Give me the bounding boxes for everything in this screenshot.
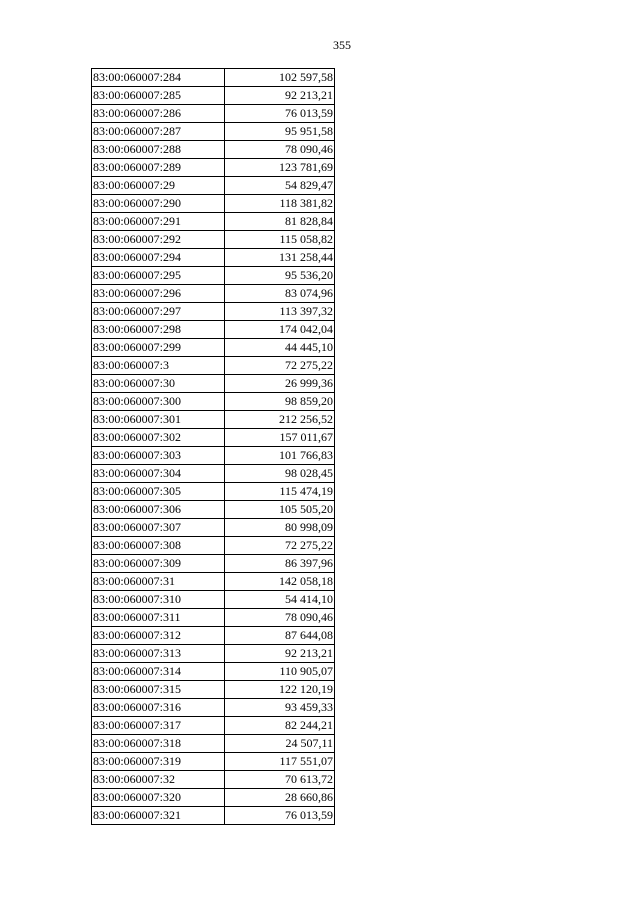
table-row <box>92 537 335 555</box>
value-cell: 78 090,46 <box>225 141 335 159</box>
table-row <box>92 627 335 645</box>
cadastral-number-cell: 83:00:060007:311 <box>92 609 225 627</box>
table-row <box>92 519 335 537</box>
cadastral-number-cell: 83:00:060007:287 <box>92 123 225 141</box>
table-row <box>92 573 335 591</box>
cadastral-table <box>91 68 335 825</box>
value-cell: 131 258,44 <box>225 249 335 267</box>
value-cell: 122 120,19 <box>225 681 335 699</box>
value-cell: 105 505,20 <box>225 501 335 519</box>
cadastral-number-cell: 83:00:060007:30 <box>92 375 225 393</box>
table-row <box>92 717 335 735</box>
value-cell: 82 244,21 <box>225 717 335 735</box>
value-cell: 115 058,82 <box>225 231 335 249</box>
cadastral-number-cell: 83:00:060007:295 <box>92 267 225 285</box>
cadastral-number-cell: 83:00:060007:307 <box>92 519 225 537</box>
cadastral-number-cell: 83:00:060007:294 <box>92 249 225 267</box>
cadastral-number-cell: 83:00:060007:301 <box>92 411 225 429</box>
table-row <box>92 609 335 627</box>
value-cell: 78 090,46 <box>225 609 335 627</box>
value-cell: 157 011,67 <box>225 429 335 447</box>
cadastral-number-cell: 83:00:060007:286 <box>92 105 225 123</box>
table-row <box>92 213 335 231</box>
table-row <box>92 87 335 105</box>
cadastral-number-cell: 83:00:060007:284 <box>92 69 225 87</box>
value-cell: 117 551,07 <box>225 753 335 771</box>
cadastral-number-cell: 83:00:060007:321 <box>92 807 225 825</box>
value-cell: 26 999,36 <box>225 375 335 393</box>
value-cell: 76 013,59 <box>225 807 335 825</box>
value-cell: 54 829,47 <box>225 177 335 195</box>
cadastral-number-cell: 83:00:060007:299 <box>92 339 225 357</box>
cadastral-number-cell: 83:00:060007:302 <box>92 429 225 447</box>
cadastral-number-cell: 83:00:060007:308 <box>92 537 225 555</box>
value-cell: 110 905,07 <box>225 663 335 681</box>
value-cell: 83 074,96 <box>225 285 335 303</box>
value-cell: 95 536,20 <box>225 267 335 285</box>
cadastral-number-cell: 83:00:060007:285 <box>92 87 225 105</box>
table-row <box>92 339 335 357</box>
table-row <box>92 789 335 807</box>
table-row <box>92 807 335 825</box>
value-cell: 81 828,84 <box>225 213 335 231</box>
cadastral-number-cell: 83:00:060007:291 <box>92 213 225 231</box>
value-cell: 87 644,08 <box>225 627 335 645</box>
value-cell: 80 998,09 <box>225 519 335 537</box>
table-row <box>92 357 335 375</box>
cadastral-number-cell: 83:00:060007:319 <box>92 753 225 771</box>
table-row <box>92 249 335 267</box>
cadastral-number-cell: 83:00:060007:320 <box>92 789 225 807</box>
table-row <box>92 393 335 411</box>
cadastral-number-cell: 83:00:060007:305 <box>92 483 225 501</box>
table-row <box>92 735 335 753</box>
value-cell: 98 859,20 <box>225 393 335 411</box>
cadastral-number-cell: 83:00:060007:289 <box>92 159 225 177</box>
value-cell: 92 213,21 <box>225 645 335 663</box>
table-row <box>92 285 335 303</box>
value-cell: 72 275,22 <box>225 537 335 555</box>
value-cell: 24 507,11 <box>225 735 335 753</box>
table-row <box>92 411 335 429</box>
cadastral-number-cell: 83:00:060007:288 <box>92 141 225 159</box>
cadastral-number-cell: 83:00:060007:313 <box>92 645 225 663</box>
cadastral-number-cell: 83:00:060007:312 <box>92 627 225 645</box>
value-cell: 113 397,32 <box>225 303 335 321</box>
cadastral-number-cell: 83:00:060007:310 <box>92 591 225 609</box>
cadastral-number-cell: 83:00:060007:316 <box>92 699 225 717</box>
cadastral-number-cell: 83:00:060007:32 <box>92 771 225 789</box>
cadastral-number-cell: 83:00:060007:318 <box>92 735 225 753</box>
table-row <box>92 699 335 717</box>
table-row <box>92 375 335 393</box>
table-row <box>92 105 335 123</box>
table-row <box>92 159 335 177</box>
value-cell: 98 028,45 <box>225 465 335 483</box>
cadastral-number-cell: 83:00:060007:296 <box>92 285 225 303</box>
cadastral-number-cell: 83:00:060007:29 <box>92 177 225 195</box>
cadastral-number-cell: 83:00:060007:297 <box>92 303 225 321</box>
cadastral-number-cell: 83:00:060007:314 <box>92 663 225 681</box>
table-body <box>92 69 335 825</box>
value-cell: 93 459,33 <box>225 699 335 717</box>
value-cell: 142 058,18 <box>225 573 335 591</box>
value-cell: 115 474,19 <box>225 483 335 501</box>
value-cell: 102 597,58 <box>225 69 335 87</box>
cadastral-number-cell: 83:00:060007:303 <box>92 447 225 465</box>
value-cell: 101 766,83 <box>225 447 335 465</box>
value-cell: 76 013,59 <box>225 105 335 123</box>
table-row <box>92 465 335 483</box>
cadastral-number-cell: 83:00:060007:304 <box>92 465 225 483</box>
table-row <box>92 429 335 447</box>
value-cell: 92 213,21 <box>225 87 335 105</box>
cadastral-number-cell: 83:00:060007:306 <box>92 501 225 519</box>
table-row <box>92 771 335 789</box>
cadastral-number-cell: 83:00:060007:300 <box>92 393 225 411</box>
cadastral-number-cell: 83:00:060007:317 <box>92 717 225 735</box>
value-cell: 212 256,52 <box>225 411 335 429</box>
table-row <box>92 591 335 609</box>
table-row <box>92 123 335 141</box>
table-row <box>92 177 335 195</box>
table-row <box>92 663 335 681</box>
table-row <box>92 195 335 213</box>
table-row <box>92 483 335 501</box>
value-cell: 95 951,58 <box>225 123 335 141</box>
table-row <box>92 555 335 573</box>
cadastral-number-cell: 83:00:060007:309 <box>92 555 225 573</box>
cadastral-number-cell: 83:00:060007:3 <box>92 357 225 375</box>
table-row <box>92 141 335 159</box>
cadastral-number-cell: 83:00:060007:31 <box>92 573 225 591</box>
cadastral-number-cell: 83:00:060007:290 <box>92 195 225 213</box>
value-cell: 28 660,86 <box>225 789 335 807</box>
table-row <box>92 231 335 249</box>
table-row <box>92 267 335 285</box>
value-cell: 118 381,82 <box>225 195 335 213</box>
table-row <box>92 303 335 321</box>
table-row <box>92 69 335 87</box>
page-number: 355 <box>333 38 351 52</box>
value-cell: 44 445,10 <box>225 339 335 357</box>
table-row <box>92 681 335 699</box>
table-row <box>92 753 335 771</box>
value-cell: 72 275,22 <box>225 357 335 375</box>
cadastral-number-cell: 83:00:060007:298 <box>92 321 225 339</box>
table-row <box>92 645 335 663</box>
value-cell: 70 613,72 <box>225 771 335 789</box>
table-row <box>92 501 335 519</box>
value-cell: 174 042,04 <box>225 321 335 339</box>
value-cell: 86 397,96 <box>225 555 335 573</box>
table-row <box>92 447 335 465</box>
value-cell: 123 781,69 <box>225 159 335 177</box>
value-cell: 54 414,10 <box>225 591 335 609</box>
cadastral-number-cell: 83:00:060007:292 <box>92 231 225 249</box>
cadastral-number-cell: 83:00:060007:315 <box>92 681 225 699</box>
table-row <box>92 321 335 339</box>
